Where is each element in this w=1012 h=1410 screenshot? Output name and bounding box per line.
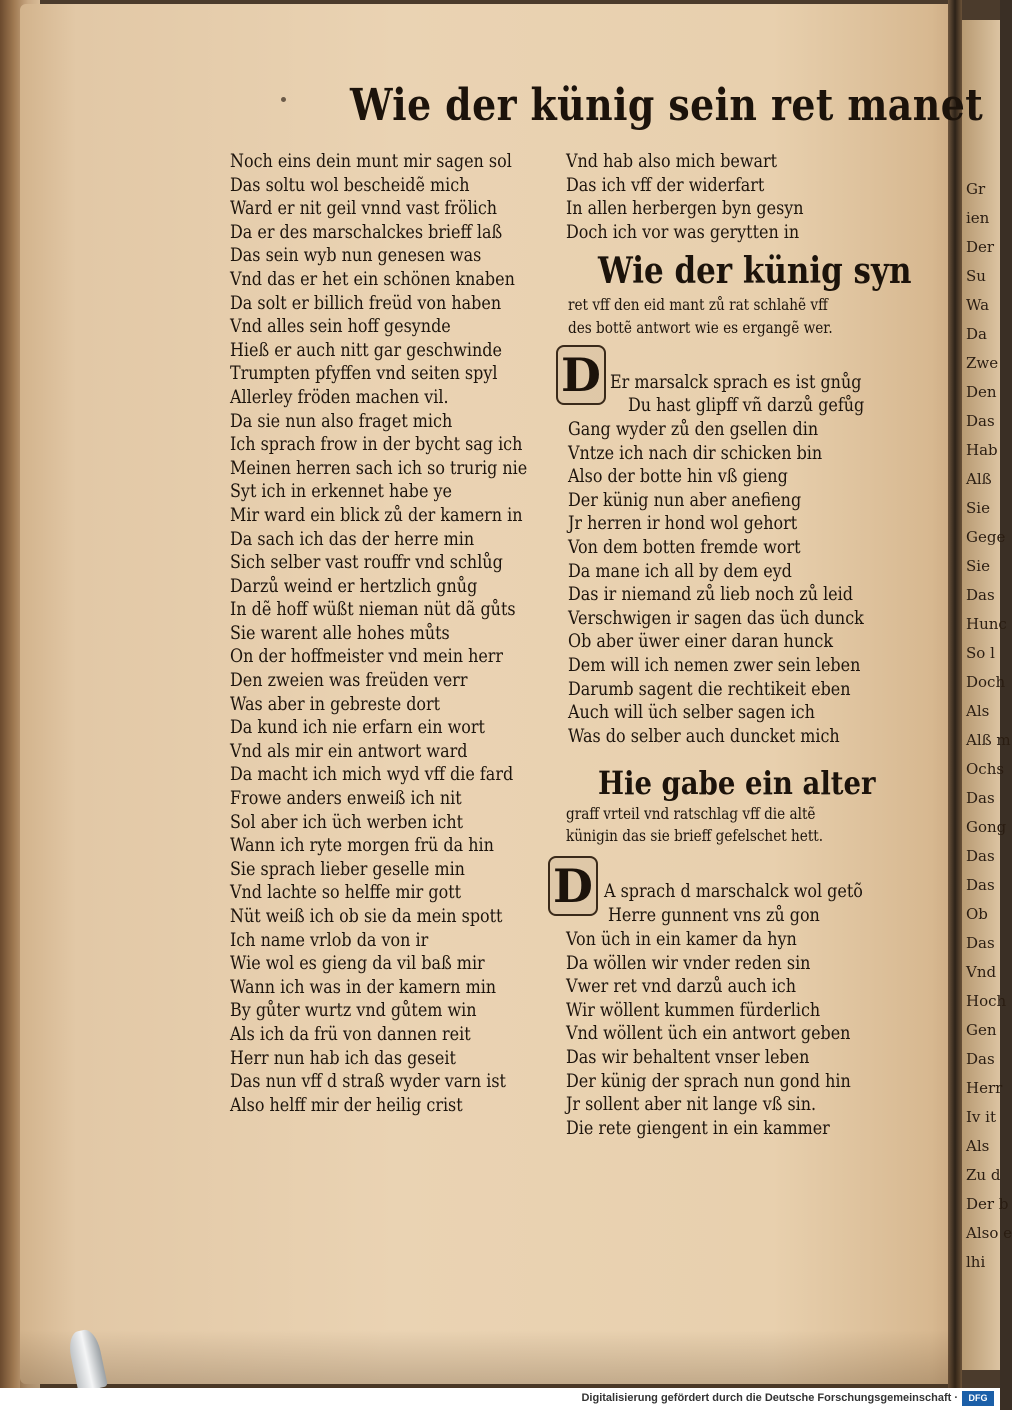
facing-page-fragment: Das xyxy=(966,876,995,894)
left-text-column xyxy=(230,150,527,1117)
facing-page-fragment: Gr xyxy=(966,180,986,198)
section2-first-line-1: A sprach d marschalck wol getõ xyxy=(604,880,863,902)
facing-page-fragment: Alß m xyxy=(966,731,1011,749)
facing-page-fragment: Der xyxy=(966,238,995,256)
verse-line-left-23: Den zweien was freüden verr xyxy=(230,669,468,692)
verse-line-left-41: Also helff mir der heilig crist xyxy=(230,1093,463,1116)
digitization-footer xyxy=(0,1388,1000,1410)
verse-line-left-25: Da kund ich nie erfarn ein wort xyxy=(230,716,485,739)
verse-line-left-17: Da sach ich das der herre min xyxy=(230,527,475,550)
section2-verse xyxy=(566,928,851,1140)
section1-line-4: Der künig nun aber anefieng xyxy=(568,488,802,511)
verse-line-left-21: Sie warent alle hohes můts xyxy=(230,621,450,644)
section1-first-line-1: Er marsalck sprach es ist gnůg xyxy=(610,371,862,393)
facing-page-fragment: Da xyxy=(966,325,987,343)
verse-line-left-9: Hieß er auch nitt gar geschwinde xyxy=(230,338,502,361)
facing-page-fragment: Ob xyxy=(966,905,988,923)
page-heading: Wie der künig sein ret manet xyxy=(350,80,984,131)
section1-line-7: Da mane ich all by dem eyd xyxy=(568,559,792,582)
verse-line-left-14: Meinen herren sach ich so trurig nie xyxy=(230,456,528,479)
facing-page-fragment: Also e xyxy=(966,1224,1012,1242)
verse-line-left-27: Da macht ich mich wyd vff die fard xyxy=(230,763,514,786)
verse-line-left-26: Vnd als mir ein antwort ward xyxy=(230,739,468,762)
facing-page-fragment: Gong xyxy=(966,818,1007,836)
section-subtitle-2-line-2: künigin das sie brieff gefelschet hett. xyxy=(566,826,824,845)
right-text-column-top xyxy=(566,150,804,244)
section1-first-line-2: Du hast glipff vñ darzů gefůg xyxy=(628,394,865,416)
facing-page-fragment: Herr xyxy=(966,1079,1003,1097)
verse-line-left-11: Allerley fröden machen vil. xyxy=(230,385,449,408)
verse-line-left-13: Ich sprach frow in der bycht sag ich xyxy=(230,433,523,456)
verse-line-left-12: Da sie nun also fraget mich xyxy=(230,409,453,432)
section-subtitle-2-line-1: graff vrteil vnd ratschlag vff die altẽ xyxy=(566,804,816,823)
section2-line-3: Vwer ret vnd darzů auch ich xyxy=(566,975,797,998)
verse-line-left-33: Nüt weiß ich ob sie da mein spott xyxy=(230,905,503,927)
verse-line-left-16: Mir ward ein blick zů der kamern in xyxy=(230,503,523,526)
section1-line-5: Jr herren ir hond wol gehort xyxy=(568,512,798,535)
verse-line-left-24: Was aber in gebreste dort xyxy=(230,692,441,715)
section1-line-8: Das ir niemand zů lieb noch zů leid xyxy=(568,583,853,606)
verse-line-left-18: Sich selber vast rouffr vnd schlůg xyxy=(230,551,503,574)
verse-line-left-29: Sol aber ich üch werben icht xyxy=(230,810,464,833)
facing-page-fragment: Zwe xyxy=(966,354,999,372)
section2-line-6: Das wir behaltent vnser leben xyxy=(566,1045,810,1068)
dfg-logo: DFG xyxy=(962,1391,994,1406)
ornament-dot xyxy=(281,97,286,102)
section-subtitle-1-line-2: des bottẽ antwort wie es ergangẽ wer. xyxy=(568,318,833,337)
facing-page-fragment: So l xyxy=(966,644,995,662)
section1-verse xyxy=(568,418,864,748)
section2-first-line-2: Herre gunnent vns zů gon xyxy=(608,904,820,926)
verse-line-left-10: Trumpten pfyffen vnd seiten spyl xyxy=(230,362,498,385)
facing-page-fragment: Iv it xyxy=(966,1108,996,1126)
facing-page-edge xyxy=(962,20,1012,1370)
section1-line-10: Ob aber üwer einer daran hunck xyxy=(568,630,833,653)
verse-line-left-3: Ward er nit geil vnnd vast frölich xyxy=(230,197,498,220)
facing-page-fragment: Sie xyxy=(966,557,990,575)
facing-page-fragment: Sie xyxy=(966,499,990,517)
facing-page-fragment: Wa xyxy=(966,296,990,314)
section2-line-2: Da wöllen wir vnder reden sin xyxy=(566,951,811,974)
verse-line-left-32: Vnd lachte so helffe mir gott xyxy=(230,881,462,904)
facing-page-fragment: lhi xyxy=(966,1253,986,1271)
verse-line-left-19: Darzů weind er hertzlich gnůg xyxy=(230,574,478,597)
verse-line-left-4: Da er des marschalckes brieff laß xyxy=(230,220,503,243)
verse-line-left-28: Frowe anders enweiß ich nit xyxy=(230,787,462,810)
facing-page-fragment: Vnd xyxy=(966,963,997,981)
section-subtitle-1-line-1: ret vff den eid mant zů rat schlahẽ vff xyxy=(568,295,828,314)
decorated-initial-1: D xyxy=(556,345,606,405)
facing-page-fragment: Alß xyxy=(966,470,992,488)
facing-page-fragment: Den xyxy=(966,383,997,401)
book-gutter xyxy=(948,0,962,1388)
verse-line-left-37: By gůter wurtz vnd gůtem win xyxy=(230,999,477,1022)
verse-line-left-39: Herr nun hab ich das geseit xyxy=(230,1046,456,1069)
verse-line-left-8: Vnd alles sein hoff gesynde xyxy=(230,315,451,338)
facing-page-fragment: Gen xyxy=(966,1021,997,1039)
verse-line-left-7: Da solt er billich freüd von haben xyxy=(230,291,502,314)
section2-line-7: Der künig der sprach nun gond hin xyxy=(566,1069,851,1092)
section1-line-14: Was do selber auch duncket mich xyxy=(568,724,840,747)
facing-page-fragment: Das xyxy=(966,1050,995,1068)
verse-line-right-3: In allen herbergen byn gesyn xyxy=(566,197,804,220)
verse-line-left-31: Sie sprach lieber geselle min xyxy=(230,857,465,880)
verse-line-left-36: Wann ich was in der kamern min xyxy=(230,975,497,998)
footer-credit: Digitalisierung gefördert durch die Deutsche Forschungsgemeinschaft · xyxy=(581,1392,958,1404)
section1-line-6: Von dem botten fremde wort xyxy=(568,535,801,558)
facing-page-fragment: Gege xyxy=(966,528,1006,546)
section1-line-11: Dem will ich nemen zwer sein leben xyxy=(568,653,861,676)
facing-page-fragment: Su xyxy=(966,267,986,285)
verse-line-right-4: Doch ich vor was gerytten in xyxy=(566,220,800,243)
facing-page-fragment: Das xyxy=(966,412,995,430)
facing-page-fragment: Das xyxy=(966,847,995,865)
section-title-2: Hie gabe ein alter xyxy=(598,764,876,802)
verse-line-left-6: Vnd das er het ein schönen knaben xyxy=(230,267,515,290)
section1-line-1: Gang wyder zů den gsellen din xyxy=(568,418,819,440)
verse-line-left-38: Als ich da frü von dannen reit xyxy=(230,1022,471,1045)
section2-line-9: Die rete giengent in ein kammer xyxy=(566,1116,830,1139)
facing-page-fragment: ien xyxy=(966,209,990,227)
verse-line-left-35: Wie wol es gieng da vil baß mir xyxy=(230,952,485,975)
facing-page-fragment: Ochs xyxy=(966,760,1005,778)
facing-page-fragment: Der b xyxy=(966,1195,1009,1213)
section1-line-13: Auch will üch selber sagen ich xyxy=(568,701,815,724)
facing-page-fragment: Das xyxy=(966,789,995,807)
verse-line-left-20: In dẽ hoff wüßt nieman nüt dã gůts xyxy=(230,598,516,621)
section2-line-1: Von üch in ein kamer da hyn xyxy=(566,928,797,950)
verse-line-left-1: Noch eins dein munt mir sagen sol xyxy=(230,150,512,172)
facing-page-fragment: Hab xyxy=(966,441,998,459)
verse-line-right-2: Das ich vff der widerfart xyxy=(566,173,765,196)
facing-page-fragment: Zu d xyxy=(966,1166,1001,1184)
section2-line-5: Vnd wöllent üch ein antwort geben xyxy=(566,1022,851,1045)
section2-line-4: Wir wöllent kummen fürderlich xyxy=(566,998,821,1021)
section1-line-9: Verschwigen ir sagen das üch dunck xyxy=(568,606,864,629)
verse-line-left-2: Das soltu wol bescheidẽ mich xyxy=(230,173,470,196)
facing-page-fragment: Hunc xyxy=(966,615,1007,633)
facing-page-fragment: Als xyxy=(966,702,990,720)
facing-page-fragment: Das xyxy=(966,586,995,604)
facing-page-fragment: Als xyxy=(966,1137,990,1155)
section1-line-12: Darumb sagent die rechtikeit eben xyxy=(568,677,851,700)
verse-line-right-1: Vnd hab also mich bewart xyxy=(566,150,778,172)
decorated-initial-2: D xyxy=(548,856,598,916)
page-bottom-shadow xyxy=(20,1330,960,1388)
verse-line-left-15: Syt ich in erkennet habe ye xyxy=(230,480,452,503)
facing-page-fragment: Doch xyxy=(966,673,1006,691)
section1-line-3: Also der botte hin vß gieng xyxy=(568,465,788,488)
verse-line-left-40: Das nun vff d straß wyder varn ist xyxy=(230,1070,506,1093)
verse-line-left-5: Das sein wyb nun genesen was xyxy=(230,244,482,267)
facing-page-fragment: Das xyxy=(966,934,995,952)
verse-line-left-30: Wann ich ryte morgen frü da hin xyxy=(230,834,494,857)
facing-page-fragment: Hoch xyxy=(966,992,1007,1010)
section-title-1: Wie der künig syn xyxy=(598,250,912,292)
section2-line-8: Jr sollent aber nit lange vß sin. xyxy=(566,1093,817,1116)
verse-line-left-34: Ich name vrlob da von ir xyxy=(230,928,429,951)
verse-line-left-22: On der hoffmeister vnd mein herr xyxy=(230,645,504,668)
section1-line-2: Vntze ich nach dir schicken bin xyxy=(568,441,823,464)
